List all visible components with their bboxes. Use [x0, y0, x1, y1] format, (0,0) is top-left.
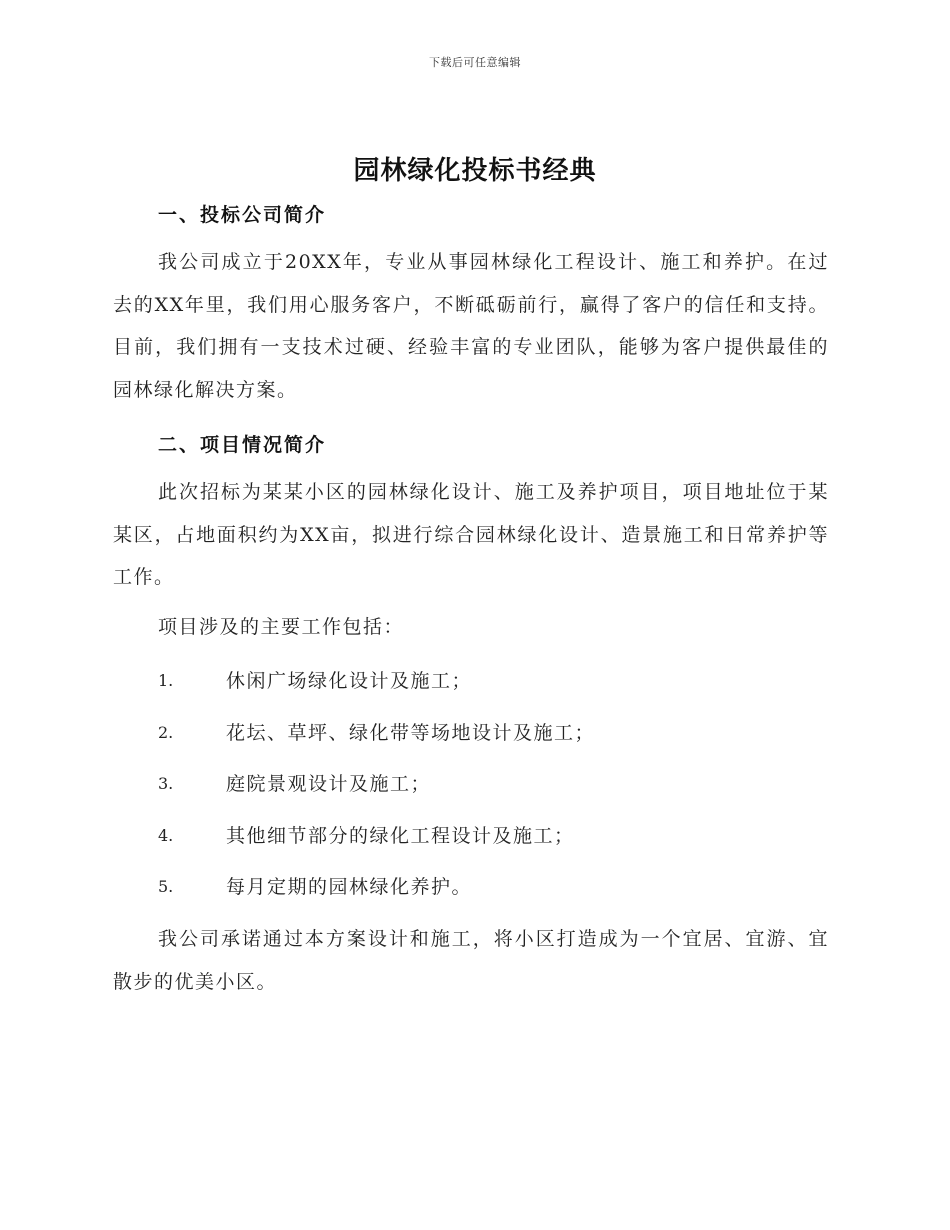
list-item-number: 2.	[158, 722, 174, 742]
paragraph-company-intro: 我公司成立于20XX年，专业从事园林绿化工程设计、施工和养护。在过去的XX年里，我们用心服务客户，不断砥砺前行，赢得了客户的信任和支持。目前，我们拥有一支技术过硬、经验丰富的专业团队，能够为客户提供最佳的园林绿化解决方案。	[113, 251, 829, 401]
header-note: 下载后可任意编辑	[429, 56, 521, 69]
paragraph-project-intro: 此次招标为某某小区的园林绿化设计、施工及养护项目，项目地址位于某某区，占地面积约为XX亩，拟进行综合园林绿化设计、造景施工和日常养护等工作。	[113, 481, 829, 588]
paragraph-work-scope-intro: 项目涉及的主要工作包括：	[158, 616, 405, 638]
list-item	[158, 867, 838, 919]
section-heading-project-intro: 二、项目情况简介	[158, 434, 327, 456]
list-item	[158, 661, 838, 713]
section-heading-company-intro: 一、投标公司简介	[158, 204, 327, 226]
list-item-number: 5.	[158, 877, 174, 896]
list-item-number: 3.	[158, 774, 174, 793]
list-item	[158, 816, 838, 868]
list-item-number: 4.	[158, 825, 174, 845]
list-item	[158, 713, 838, 765]
list-item-text: 花坛、草坪、绿化带等场地设计及施工；	[226, 721, 596, 744]
list-item	[158, 764, 838, 816]
list-item-text: 庭院景观设计及施工；	[226, 773, 432, 795]
list-item-number: 1.	[158, 671, 174, 690]
list-item-text: 休闲广场绿化设计及施工；	[226, 670, 473, 692]
list-item-text: 每月定期的园林绿化养护。	[226, 876, 473, 898]
work-scope-list	[158, 661, 838, 919]
paragraph-closing-commitment: 我公司承诺通过本方案设计和施工，将小区打造成为一个宜居、宜游、宜散步的优美小区。	[113, 928, 829, 993]
document-title: 园林绿化投标书经典	[353, 156, 597, 186]
list-item-text: 其他细节部分的绿化工程设计及施工；	[226, 824, 575, 847]
